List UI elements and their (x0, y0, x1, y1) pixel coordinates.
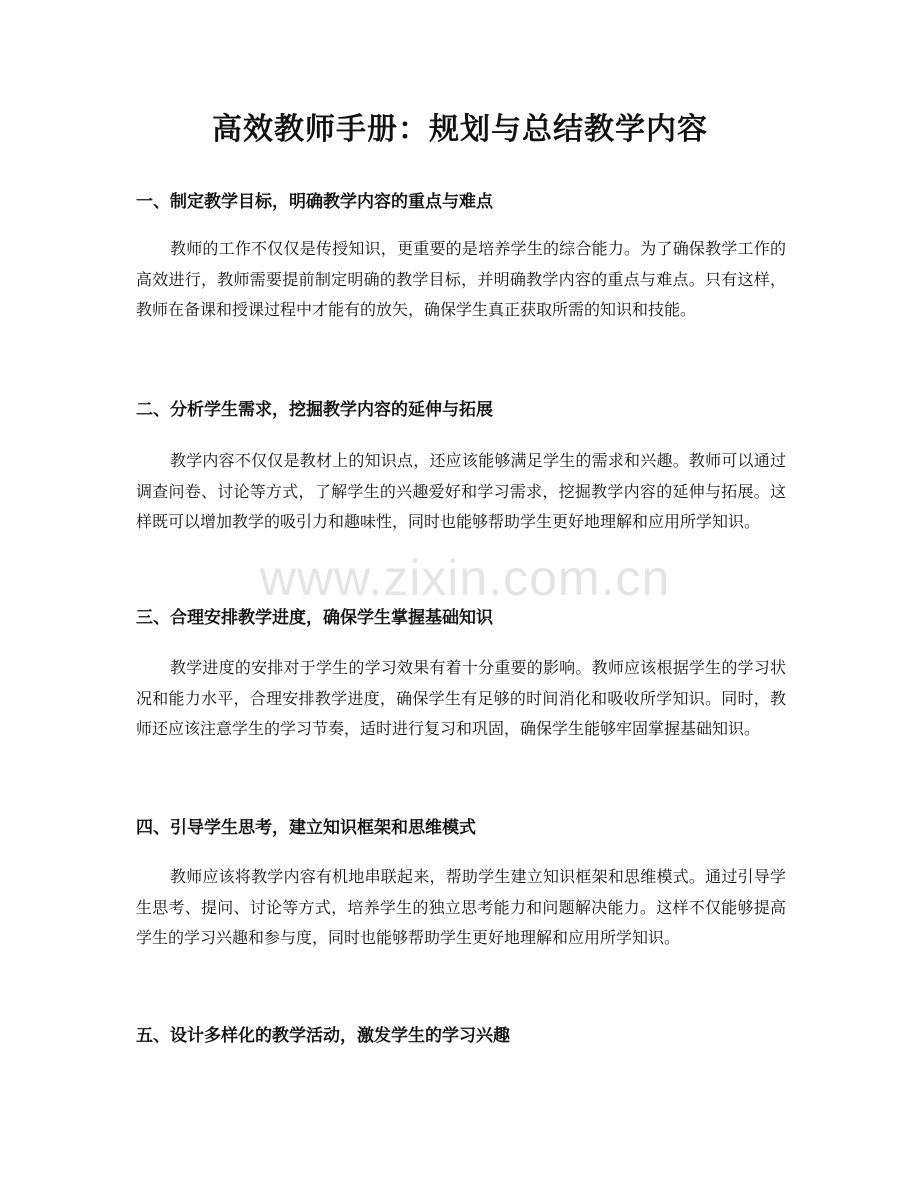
section-heading-2: 二、分析学生需求，挖掘教学内容的延伸与拓展 (136, 400, 493, 420)
section-heading-3: 三、合理安排教学进度，确保学生掌握基础知识 (136, 608, 493, 628)
section-paragraph-3: 教学进度的安排对于学生的学习效果有着十分重要的影响。教师应该根据学生的学习状况和能力水平，合理安排教学进度，确保学生有足够的时间消化和吸收所学知识。同时，教师还应该注意学生的学习节奏，适时进行复习和巩固，确保学生能够牢固掌握基础知识。 (136, 658, 786, 738)
section-heading-5: 五、设计多样化的教学活动，激发学生的学习兴趣 (136, 1026, 510, 1046)
section-paragraph-1: 教师的工作不仅仅是传授知识，更重要的是培养学生的综合能力。为了确保教学工作的高效进行，教师需要提前制定明确的教学目标，并明确教学内容的重点与难点。只有这样，教师在备课和授课过程中才能有的放矢，确保学生真正获取所需的知识和技能。 (136, 239, 786, 319)
watermark: www.zixin.com.cn (259, 550, 671, 606)
section-heading-4: 四、引导学生思考，建立知识框架和思维模式 (136, 818, 476, 838)
section-paragraph-2: 教学内容不仅仅是教材上的知识点，还应该能够满足学生的需求和兴趣。教师可以通过调查问卷、讨论等方式，了解学生的兴趣爱好和学习需求，挖掘教学内容的延伸与拓展。这样既可以增加教学的吸引力和趣味性，同时也能够帮助学生更好地理解和应用所学知识。 (136, 451, 786, 531)
section-paragraph-4: 教师应该将教学内容有机地串联起来，帮助学生建立知识框架和思维模式。通过引导学生思考、提问、讨论等方式，培养学生的独立思考能力和问题解决能力。这样不仅能够提高学生的学习兴趣和参与度，同时也能够帮助学生更好地理解和应用所学知识。 (136, 867, 786, 947)
section-heading-1: 一、制定教学目标，明确教学内容的重点与难点 (136, 192, 493, 212)
document-title: 高效教师手册：规划与总结教学内容 (212, 112, 708, 147)
